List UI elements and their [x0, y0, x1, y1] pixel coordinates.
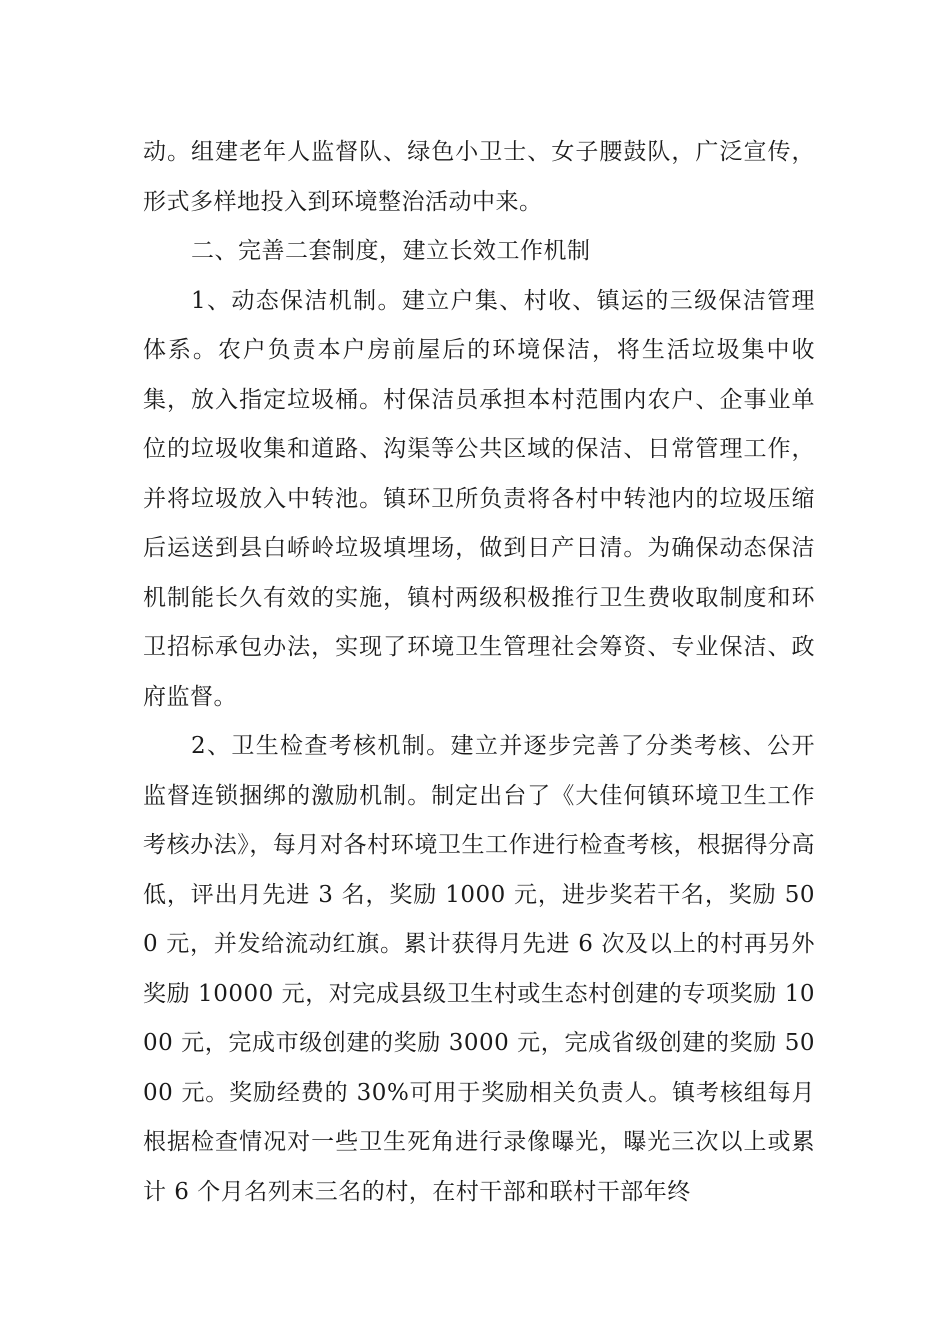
paragraph-dynamic-cleaning: 1、动态保洁机制。建立户集、村收、镇运的三级保洁管理体系。农户负责本户房前屋后的环境保洁，将生活垃圾集中收集，放入指定垃圾桶。村保洁员承担本村范围内农户、企事业单位的垃圾收集和道路、沟渠等公共区域的保洁、日常管理工作，并将垃圾放入中转池。镇环卫所负责将各村中转池内的垃圾压缩后运送到县白峤岭垃圾填埋场，做到日产日清。为确保动态保洁机制能长久有效的实施，镇村两级积极推行卫生费收取制度和环卫招标承包办法，实现了环境卫生管理社会筹资、专业保洁、政府监督。 — [143, 287, 815, 710]
paragraph-inspection-assessment: 2、卫生检查考核机制。建立并逐步完善了分类考核、公开监督连锁捆绑的激励机制。制定出台了《大佳何镇环境卫生工作考核办法》，每月对各村环境卫生工作进行检查考核，根据得分高低，评出月先进 3 名，奖励 1000 元，进步奖若干名，奖励 500 元，并发给流动红旗。累计获得月先进 6 次及以上的村再另外奖励 10000 元，对完成县级卫生村或生态村创建的专项奖励 1000 元，完成市级创建的奖励 3000 元，完成省级创建的奖励 5000 元。奖励经费的 30%可用于奖励相关负责人。镇考核组每月根据检查情况对一些卫生死角进行录像曝光，曝光三次以上或累计 6 个月名列末三名的村，在村干部和联村干部年终 — [143, 733, 815, 1205]
paragraph-continuation: 动。组建老年人监督队、绿色小卫士、女子腰鼓队，广泛宣传，形式多样地投入到环境整治活动中来。 — [143, 139, 815, 215]
section-heading: 二、完善二套制度，建立长效工作机制 — [191, 238, 591, 264]
body-text — [143, 128, 815, 1217]
